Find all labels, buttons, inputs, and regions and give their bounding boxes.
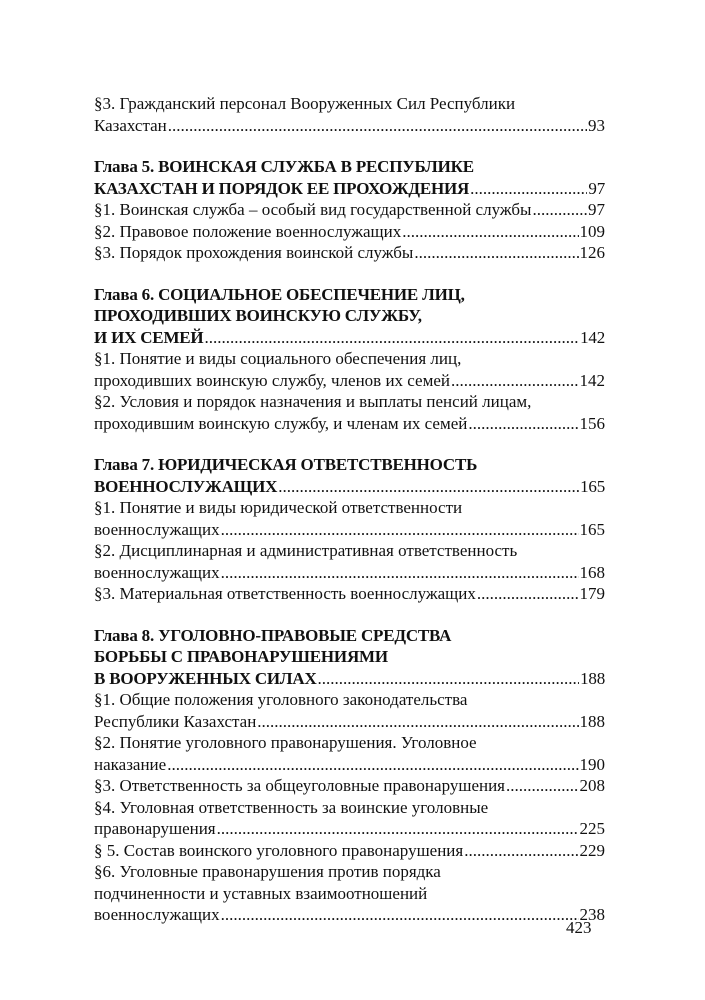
toc-page-number: 238: [579, 905, 605, 924]
leader-dots: [204, 327, 579, 349]
chapter-page-number: 142: [580, 327, 605, 347]
toc-page-number: 168: [579, 562, 605, 582]
leader-dots: [402, 221, 578, 243]
chapter-page-number: 165: [580, 476, 605, 496]
toc-page-number: 229: [579, 840, 605, 860]
chapter-heading-text: И ИХ СЕМЕЙ: [94, 327, 204, 347]
toc-entry-text: §2. Правовое положение военнослужащих: [94, 221, 402, 241]
table-of-contents: [94, 93, 605, 946]
chapter-block: [94, 625, 605, 926]
toc-page-number: 208: [579, 776, 605, 795]
chapter-heading-entry: [94, 178, 605, 200]
toc-entry-text: проходившим воинскую службу, и членам их семей: [94, 413, 468, 433]
chapter-heading-entry: [94, 327, 605, 349]
toc-entry: [94, 840, 605, 862]
toc-entry-line: §1. Общие положения уголовного законодательства: [94, 690, 468, 709]
toc-entry-line: §2. Дисциплинарная и административная ответственность: [94, 541, 518, 560]
chapter-block: [94, 284, 605, 435]
toc-entry: [94, 242, 605, 264]
toc-entry: [94, 221, 605, 243]
toc-entry: [94, 754, 605, 776]
leader-dots: [221, 562, 579, 584]
toc-entry: [94, 904, 605, 926]
chapter-block: [94, 454, 605, 605]
toc-entry-text: § 5. Состав воинского уголовного правонарушения: [94, 840, 464, 860]
chapter-page-number: 188: [580, 668, 605, 688]
chapter-heading-entry: [94, 668, 605, 690]
page-number: 423: [566, 918, 592, 937]
chapter-heading-line: Глава 7. ЮРИДИЧЕСКАЯ ОТВЕТСТВЕННОСТЬ: [94, 455, 478, 474]
toc-page-number: 190: [579, 754, 605, 774]
leader-dots: [451, 370, 579, 392]
toc-entry: [94, 370, 605, 392]
chapter-heading-entry: [94, 476, 605, 498]
toc-entry-text: Казахстан: [94, 115, 167, 135]
chapter-heading-line: Глава 5. ВОИНСКАЯ СЛУЖБА В РЕСПУБЛИКЕ: [94, 157, 474, 176]
toc-page-number: 225: [579, 819, 605, 838]
toc-entry-text: §3. Ответственность за общеуголовные правонарушения: [94, 776, 506, 795]
leader-dots: [221, 904, 579, 926]
leader-dots: [477, 583, 579, 605]
chapter-heading-text: КАЗАХСТАН И ПОРЯДОК ЕЕ ПРОХОЖДЕНИЯ: [94, 178, 470, 198]
leader-dots: [318, 668, 580, 690]
leader-dots: [414, 242, 578, 264]
toc-page-number: 93: [588, 115, 605, 135]
section-block: [94, 93, 605, 136]
chapter-heading-text: ВОЕННОСЛУЖАЩИХ: [94, 476, 278, 496]
toc-entry-line: §1. Понятие и виды юридической ответственности: [94, 498, 463, 517]
toc-entry: [94, 115, 605, 137]
chapter-heading-line: Глава 6. СОЦИАЛЬНОЕ ОБЕСПЕЧЕНИЕ ЛИЦ,: [94, 284, 465, 304]
toc-entry: [94, 562, 605, 584]
toc-entry-text: правонарушения: [94, 819, 216, 838]
toc-page-number: 126: [579, 243, 605, 262]
toc-entry: [94, 413, 605, 435]
toc-entry-text: военнослужащих: [94, 519, 220, 539]
leader-dots: [167, 754, 578, 776]
chapter-block: [94, 156, 605, 264]
toc-entry-text: проходивших воинскую службу, членов их семей: [94, 370, 450, 390]
toc-entry: [94, 199, 605, 221]
leader-dots: [278, 476, 579, 498]
toc-entry-text: §3. Порядок прохождения воинской службы: [94, 243, 414, 262]
toc-entry-line: §1. Понятие и виды социального обеспечения лиц,: [94, 349, 462, 368]
toc-entry-text: §3. Материальная ответственность военнослужащих: [94, 584, 476, 603]
chapter-heading-line: Глава 8. УГОЛОВНО-ПРАВОВЫЕ СРЕДСТВА: [94, 625, 452, 645]
toc-entry-line: §6. Уголовные правонарушения против порядка: [94, 862, 441, 881]
leader-dots: [168, 115, 587, 137]
toc-entry-text: военнослужащих: [94, 905, 220, 924]
toc-entry: [94, 519, 605, 541]
toc-entry-line: §3. Гражданский персонал Вооруженных Сил Республики: [94, 94, 516, 113]
toc-entry-text: §1. Воинская служба – особый вид государственной службы: [94, 200, 532, 219]
toc-entry-line: §2. Условия и порядок назначения и выплаты пенсий лицам,: [94, 392, 532, 411]
toc-entry: [94, 775, 605, 797]
toc-entry-text: военнослужащих: [94, 562, 220, 582]
toc-entry-line: §2. Понятие уголовного правонарушения. Уголовное: [94, 733, 477, 752]
leader-dots: [468, 413, 578, 435]
leader-dots: [506, 775, 578, 797]
leader-dots: [464, 840, 578, 862]
toc-page-number: 109: [579, 221, 605, 241]
toc-entry: [94, 583, 605, 605]
toc-entry: [94, 711, 605, 733]
toc-page-number: 165: [579, 519, 605, 539]
chapter-heading-line: БОРЬБЫ С ПРАВОНАРУШЕНИЯМИ: [94, 647, 388, 666]
toc-entry: [94, 818, 605, 840]
toc-entry-text: Республики Казахстан: [94, 711, 257, 731]
toc-page-number: 142: [579, 370, 605, 390]
toc-page-number: 156: [579, 413, 605, 433]
leader-dots: [257, 711, 578, 733]
chapter-heading-line: ПРОХОДИВШИХ ВОИНСКУЮ СЛУЖБУ,: [94, 306, 422, 325]
toc-entry-text: наказание: [94, 754, 167, 774]
toc-entry-line: подчиненности и уставных взаимоотношений: [94, 883, 428, 903]
leader-dots: [532, 199, 587, 221]
toc-page-number: 179: [579, 584, 605, 603]
leader-dots: [221, 519, 579, 541]
leader-dots: [217, 818, 579, 840]
chapter-heading-text: В ВООРУЖЕННЫХ СИЛАХ: [94, 668, 317, 688]
toc-page-number: 97: [588, 200, 605, 219]
leader-dots: [470, 178, 587, 200]
toc-page-number: 188: [579, 711, 605, 731]
chapter-page-number: 97: [588, 178, 605, 198]
toc-entry-line: §4. Уголовная ответственность за воинские уголовные: [94, 797, 489, 817]
